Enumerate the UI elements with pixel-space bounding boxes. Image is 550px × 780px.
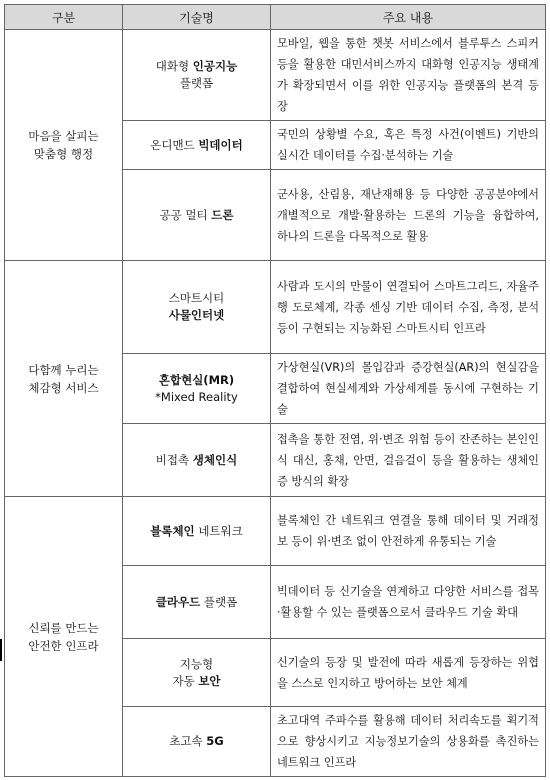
table-row [5, 497, 546, 566]
description-cell: 사람과 도시의 만물이 연결되어 스마트그리드, 자율주행 도로체계, 각종 센싱 기반 데이터 수집, 측정, 분석 등이 구현되는 지능화된 스마트시티 인프라 [271, 261, 546, 354]
tech-name-cell: 공공 멀티 드론 [123, 170, 271, 261]
tech-name-cell: 초고속 5G [123, 707, 271, 777]
tech-name-cell: 클라우드 플랫폼 [123, 566, 271, 639]
tech-name-cell: 대화형 인공지능 플랫폼 [123, 30, 271, 121]
tech-name-cell: 비접촉 생체인식 [123, 424, 271, 497]
header-category: 구분 [5, 5, 123, 30]
category-cell: 신뢰를 만드는 안전한 인프라 [5, 497, 123, 777]
header-row [5, 5, 546, 30]
header-tech: 기술명 [123, 5, 271, 30]
margin-marker [0, 639, 2, 661]
description-cell: 모바일, 웹을 통한 챗봇 서비스에서 블루투스 스피커 등을 활용한 대민서비스까지 대화형 인공지능 생태계가 확장되면서 이를 위한 인공지능 플랫폼의 본격 등장 [271, 30, 546, 121]
tech-name-cell: 블록체인 네트워크 [123, 497, 271, 566]
description-cell: 블록체인 간 네트워크 연결을 통해 데이터 및 거래정보 등이 위·변조 없이 안전하게 유통되는 기술 [271, 497, 546, 566]
category-cell: 마음을 살피는 맞춤형 행정 [5, 30, 123, 261]
tech-name-cell: 스마트시티 사물인터넷 [123, 261, 271, 354]
description-cell: 빅데이터 등 신기술을 연계하고 다양한 서비스를 접목·활용할 수 있는 플랫폼으로서 클라우드 기술 확대 [271, 566, 546, 639]
description-cell: 국민의 상황별 수요, 혹은 특정 사건(이벤트) 기반의 실시간 데이터를 수집·분석하는 기술 [271, 121, 546, 170]
description-cell: 가상현실(VR)의 몰입감과 증강현실(AR)의 현실감을 결합하여 현실세계와 가상세계를 동시에 구현하는 기술 [271, 354, 546, 424]
tech-name-cell: 혼합현실(MR) *Mixed Reality [123, 354, 271, 424]
description-cell: 초고대역 주파수를 활용해 데이터 처리속도를 획기적으로 향상시키고 지능정보기술의 상용화를 촉진하는 네트워크 인프라 [271, 707, 546, 777]
table-row [5, 30, 546, 121]
tech-name-cell: 온디맨드 빅데이터 [123, 121, 271, 170]
description-cell: 신기술의 등장 및 발전에 따라 새롭게 등장하는 위협을 스스로 인지하고 방어하는 보안 체계 [271, 639, 546, 707]
header-content: 주요 내용 [271, 5, 546, 30]
category-cell: 다함께 누리는 체감형 서비스 [5, 261, 123, 497]
tech-table [4, 4, 546, 777]
description-cell: 접촉을 통한 전염, 위·변조 위험 등이 잔존하는 본인인식 대신, 홍채, 안면, 걸음걸이 등을 활용하는 생체인증 방식의 확장 [271, 424, 546, 497]
table-row [5, 261, 546, 354]
tech-name-cell: 지능형 자동 보안 [123, 639, 271, 707]
description-cell: 군사용, 산림용, 재난재해용 등 다양한 공공분야에서 개별적으로 개발·활용하는 드론의 기능을 융합하여, 하나의 드론을 다목적으로 활용 [271, 170, 546, 261]
